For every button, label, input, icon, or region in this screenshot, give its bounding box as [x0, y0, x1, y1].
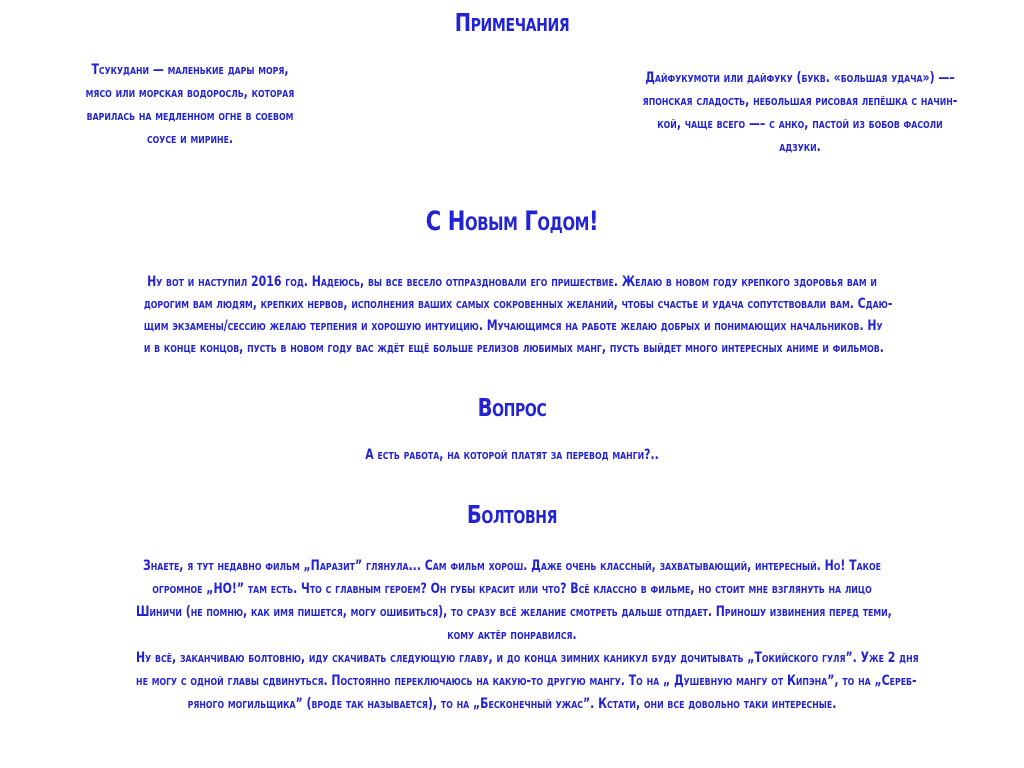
paragraph-line: А есть работа, на которой платят за перевод манги?..	[365, 447, 659, 463]
note-line: Тсукудани — маленькие дары моря,	[91, 62, 289, 78]
note-line: японская сладость, небольшая рисовая лепёшка с начин-	[642, 93, 958, 109]
note-line: мясо или морская водоросль, которая	[85, 85, 295, 101]
paragraph-line: Ну всё, заканчиваю болтовню, иду скачивать следующую главу, и до конца зимних каникул буду дочитывать „Токийского гуля”. Уже 2 дня	[136, 650, 919, 666]
new-year-paragraph	[40, 271, 984, 359]
chatter-heading: Болтовня	[466, 500, 558, 529]
note-line: кой, чаще всего —– с анко, пастой из бобов фасоли	[657, 116, 943, 132]
paragraph-line: дорогим вам людям, крепких нервов, исполнения ваших самых сокровенных желаний, чтобы счастье и удача сопутствовали вам. Сдаю-	[143, 296, 893, 312]
note-line: варилась на медленном огне в соевом	[86, 108, 294, 124]
paragraph-line: щим экзамены/сессию желаю терпения и хорошую интуицию. Мучающимся на работе желаю добрых и понимающих начальников. Ну	[143, 318, 883, 334]
question-heading: Вопрос	[477, 393, 547, 422]
question-paragraph	[40, 444, 984, 467]
paragraph-line: огромное „НО!” там есть. Что с главным героем? Он губы красит или что? Всё классно в фильме, но стоит мне взглянуть на лицо	[152, 581, 872, 597]
paragraph-line: Шиничи (не помню, как имя пишется, могу ошибиться), то сразу всё желание смотреть дальше отпдает. Приношу извинения перед теми,	[136, 604, 892, 620]
paragraph-line: ряного могильщика” (вроде так называется), то на „Бесконечный ужас”. Кстати, они все довольно таки интересные.	[187, 696, 837, 712]
chatter-paragraph	[30, 555, 994, 716]
paragraph-line: не могу с одной главы сдвинуться. Постоянно переключаюсь на какую-то другую мангу. То на „ Душевную мангу от Кипэна”, то на „Сереб-	[136, 673, 917, 689]
paragraph-line: кому актёр понравился.	[447, 627, 577, 643]
note-line: адзуки.	[779, 139, 821, 155]
note-daifuku	[580, 67, 1020, 159]
note-line: соусе и мирине.	[146, 131, 234, 147]
notes-heading: Примечания	[454, 8, 570, 37]
paragraph-line: и в конце концов, пусть в новом году вас ждёт ещё больше релизов любимых манг, пусть выйдет много интересных аниме и фильмов.	[143, 340, 884, 356]
paragraph-line: Знаете, я тут недавно фильм „Паразит” глянула... Сам фильм хорош. Даже очень классный, захватывающий, интересный. Но! Такое	[142, 558, 881, 574]
paragraph-line: Ну вот и наступил 2016 год. Надеюсь, вы все весело отпраздновали его пришествие. Желаю в новом году крепкого здоровья вам и	[147, 274, 877, 290]
note-line: Дайфукумоти или дайфуку (букв. «большая удача») —–	[645, 70, 955, 86]
new-year-heading: С Новым Годом!	[425, 206, 599, 237]
note-tsukudani	[40, 59, 340, 151]
